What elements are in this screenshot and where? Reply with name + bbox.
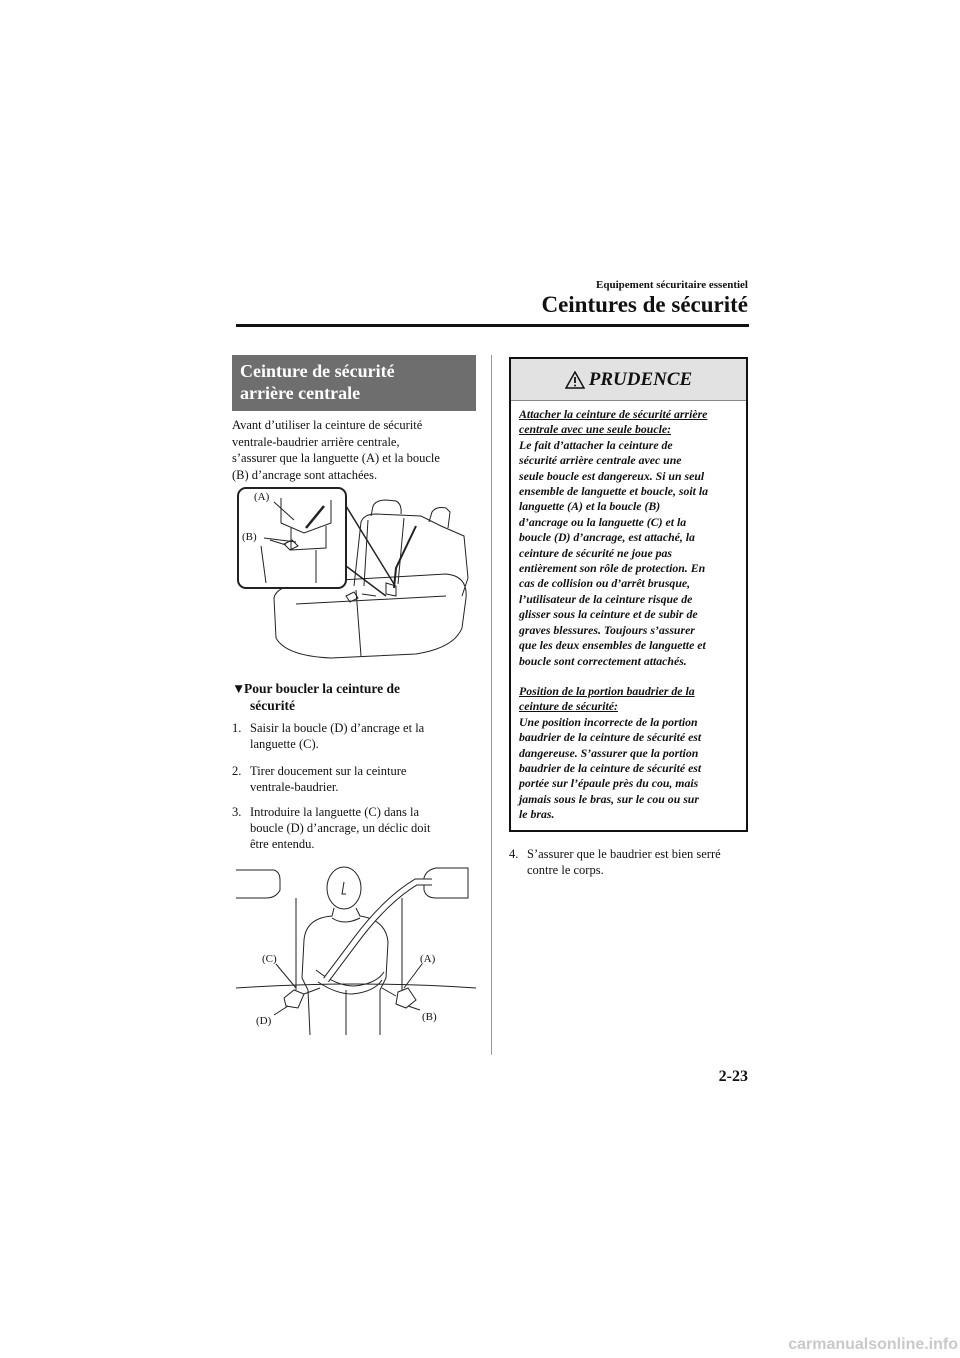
step-line: languette (C).: [250, 737, 319, 751]
step-number: 3.: [232, 805, 242, 819]
caution-line: d’ancrage ou la languette (C) et la: [519, 514, 687, 529]
section-title-line2: arrière centrale: [240, 383, 361, 403]
caution-line: boucle (D) d’ancrage, est attaché, la: [519, 530, 695, 545]
column-divider: [491, 355, 492, 1055]
caution-line: jamais sous le bras, sur le cou ou sur: [519, 791, 699, 806]
caution-line: dangereuse. S’assurer que la portion: [519, 745, 699, 760]
step-3: [232, 804, 482, 852]
step-number: 4.: [509, 847, 519, 861]
caution-block2-title: ceinture de sécurité:: [519, 699, 618, 714]
caution-line: boucle sont correctement attachés.: [519, 653, 687, 668]
intro-line: (B) d’ancrage sont attachées.: [232, 467, 378, 482]
caution-line: le bras.: [519, 807, 555, 822]
caution-line: baudrier de la ceinture de sécurité est: [519, 760, 702, 775]
step-number: 1.: [232, 721, 242, 735]
caution-line: glisser sous la ceinture et de subir de: [519, 607, 698, 622]
step-line: Tirer doucement sur la ceinture: [250, 764, 407, 778]
section-title-box: [232, 355, 476, 411]
caution-line: Une position incorrecte de la portion: [519, 714, 698, 729]
caution-line: ensemble de languette et boucle, soit la: [519, 484, 709, 499]
triangle-down-icon: ▼: [232, 681, 246, 696]
fig2-label-a: (A): [420, 953, 436, 965]
step-line: boucle (D) d’ancrage, un déclic doit: [250, 821, 431, 835]
intro-line: s’assurer que la languette (A) et la boucle: [232, 451, 440, 465]
page-number: 2-23: [718, 1068, 748, 1085]
caution-body: [511, 401, 746, 823]
step-line: Introduire la languette (C) dans la: [250, 805, 420, 819]
caution-block1-title: centrale avec une seule boucle:: [519, 422, 672, 437]
warning-triangle-icon: [565, 371, 585, 389]
header-subtitle: Equipement sécuritaire essentiel: [596, 279, 748, 291]
caution-header: [511, 359, 746, 401]
caution-line: ceinture de sécurité ne joue pas: [519, 545, 673, 560]
fig1-label-b: (B): [242, 531, 257, 543]
header-rule: [236, 324, 749, 327]
caution-block2-title: Position de la portion baudrier de la: [519, 683, 695, 698]
section-title-line1: Ceinture de sécurité: [240, 361, 395, 381]
step-line: ventrale-baudrier.: [250, 780, 339, 794]
caution-line: sécurité arrière centrale avec une: [519, 453, 682, 468]
fig2-label-b: (B): [422, 1011, 437, 1023]
caution-line: que les deux ensembles de languette et: [519, 638, 706, 653]
caution-block1-title: Attacher la ceinture de sécurité arrière: [519, 407, 708, 421]
buckling-person-illustration: [236, 860, 476, 1035]
watermark: carmanualsonline.info: [788, 1336, 958, 1353]
fig2-label-d: (D): [256, 1015, 272, 1027]
caution-box: [509, 357, 748, 832]
caution-line: graves blessures. Toujours s’assurer: [519, 622, 695, 637]
step-1: [232, 720, 482, 752]
intro-line: Avant d’utiliser la ceinture de sécurité: [232, 418, 423, 432]
caution-line: portée sur l’épaule près du cou, mais: [519, 776, 699, 791]
fig2-label-c: (C): [262, 953, 277, 965]
subsection-title-line2: sécurité: [250, 698, 295, 713]
caution-heading: PRUDENCE: [588, 368, 693, 390]
caution-line: entièrement son rôle de protection. En: [519, 561, 706, 576]
caution-line: Le fait d’attacher la ceinture de: [519, 437, 673, 452]
step-4: [509, 846, 759, 878]
intro-paragraph: [232, 417, 482, 483]
caution-spacer: [519, 669, 740, 684]
caution-line: seule boucle est dangereux. Si un seul: [519, 468, 705, 483]
step-line: Saisir la boucle (D) d’ancrage et la: [250, 721, 425, 735]
subsection-title-line1: Pour boucler la ceinture de: [244, 681, 400, 696]
rear-seat-illustration: [236, 478, 476, 663]
step-line: être entendu.: [250, 837, 315, 851]
step-line: S’assurer que le baudrier est bien serré: [527, 847, 721, 861]
caution-line: cas de collision ou d’arrêt brusque,: [519, 576, 691, 591]
header-title: Ceintures de sécurité: [541, 292, 748, 317]
step-line: contre le corps.: [527, 863, 604, 877]
step-2: [232, 763, 482, 795]
fig1-label-a: (A): [254, 491, 270, 503]
subsection-heading: [232, 680, 482, 714]
step-number: 2.: [232, 764, 242, 778]
caution-line: languette (A) et la boucle (B): [519, 499, 661, 514]
caution-line: l’utilisateur de la ceinture risque de: [519, 591, 693, 606]
caution-line: baudrier de la ceinture de sécurité est: [519, 730, 702, 745]
intro-line: ventrale-baudrier arrière centrale,: [232, 434, 400, 449]
